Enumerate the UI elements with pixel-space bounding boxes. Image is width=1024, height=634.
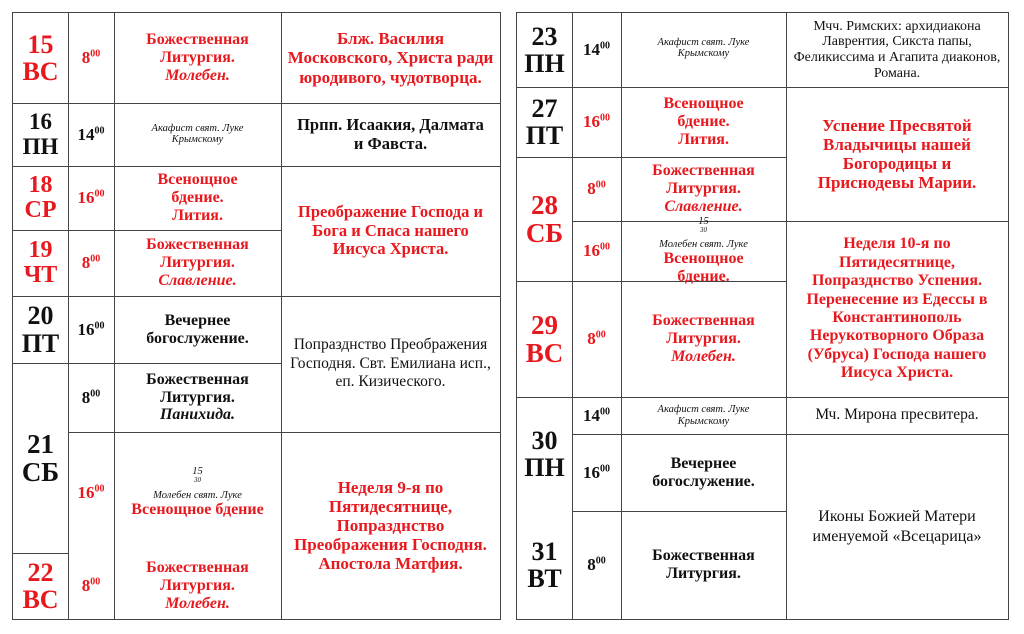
feast-sunday-9: Неделя 9-я по Пятидесятнице, Попразднство Преображения Господня. Апостола Матфия. (294, 477, 487, 574)
service-28-morning: Божественная Литургия. Славление. (652, 162, 755, 215)
time-16: $14^{00}$ (77, 124, 105, 144)
date-15: 15 ВС (22, 29, 59, 86)
service-29: Божественная Литургия. Молебен. (652, 312, 755, 365)
feast-sunday-10: Неделя 10-я по Пятидесятнице, Попразднство Успения. Перенесение из Едессы в Константинополь Нерукотворного Образа (Убруса) Господа нашего Иисуса Христа. (806, 235, 988, 382)
service-30-akathist: Акафист свят. Луке Крымскому (657, 404, 750, 427)
time-29: $8^{00}$ (587, 329, 606, 349)
feast-dormition: Успение Пресвятой Владычицы нашей Богородицы и Приснодевы Марии. (817, 115, 977, 193)
service-23: Акафист свят. Луке Крымскому (657, 37, 750, 60)
date-27: 27 ПТ (525, 93, 564, 150)
date-21: 21 СБ (21, 428, 60, 487)
service-31: Божественная Литургия. (652, 547, 755, 582)
service-15: Божественная Литургия. Молебен. (146, 31, 249, 84)
time-30-akathist: $14^{00}$ (583, 405, 610, 425)
service-30-evening: Вечернее богослужение. (652, 454, 755, 490)
time-22: $8^{00}$ (81, 576, 101, 596)
date-29: 29 ВС (525, 309, 564, 368)
date-30: 30 ПН (524, 425, 565, 482)
feast-23: Мчч. Римских: архидиакона Лаврентия, Сикста папы, Феликиссима и Агапита диаконов, Романа. (793, 18, 1001, 81)
time-21-evening: $16^{00}$ (77, 482, 105, 502)
feast-icon-vsetsaritsa: Иконы Божией Матери именуемой «Всецарица» (812, 508, 982, 545)
date-19: 19 ЧТ (23, 236, 58, 288)
time-20: $16^{00}$ (77, 319, 105, 339)
schedule-table-right (516, 12, 1009, 620)
time-30-evening: $16^{00}$ (583, 462, 610, 482)
feast-15: Блж. Василия Московского, Христа ради юродивого, чудотворца. (287, 29, 494, 87)
time-19: $8^{00}$ (81, 253, 101, 273)
time-31: $8^{00}$ (587, 555, 606, 575)
date-20: 20 ПТ (21, 301, 60, 358)
schedule-table-left (12, 12, 501, 620)
service-22: Божественная Литургия. Молебен. (146, 559, 249, 612)
date-31: 31 ВТ (527, 536, 562, 593)
service-18: Всенощное бдение. Лития. (157, 171, 238, 224)
service-21-evening: 15 $^{30}$ Молебен свят. Луке Всенощное бдение (131, 466, 264, 518)
time-23: $14^{00}$ (583, 40, 610, 60)
time-21-morning: $8^{00}$ (81, 387, 101, 407)
time-27: $16^{00}$ (583, 112, 610, 132)
service-27: Всенощное бдение. Лития. (663, 95, 744, 148)
service-16: Акафист свят. Луке Крымскому (151, 123, 244, 146)
date-23: 23 ПН (524, 21, 565, 78)
feast-30: Мч. Мирона пресвитера. (815, 406, 979, 424)
service-19: Божественная Литургия. Славление. (146, 236, 249, 289)
time-18: $16^{00}$ (77, 188, 105, 208)
time-15: $8^{00}$ (81, 48, 101, 68)
date-28: 28 СБ (525, 189, 564, 248)
date-18: 18 СР (24, 171, 57, 223)
time-28-evening: $16^{00}$ (583, 241, 610, 261)
service-21-morning: Божественная Литургия. Панихида. (146, 370, 249, 424)
date-16: 16 ПН (22, 109, 59, 159)
service-28-evening: 15 $^{30}$ Молебен свят. Луке Всенощное бдение. (659, 215, 748, 286)
feast-afterfeast-transfiguration: Попразднство Преображения Господня. Свт. Емилиана исп., еп. Кизического. (290, 336, 491, 391)
feast-transfiguration: Преображение Господа и Бога и Спаса нашего Иисуса Христа. (298, 202, 483, 259)
feast-16: Прпп. Исаакия, Далмата и Фавста. (297, 115, 484, 153)
service-20: Вечернее богослужение. (146, 311, 249, 347)
date-22: 22 ВС (22, 557, 59, 614)
time-28-morning: $8^{00}$ (587, 179, 606, 199)
